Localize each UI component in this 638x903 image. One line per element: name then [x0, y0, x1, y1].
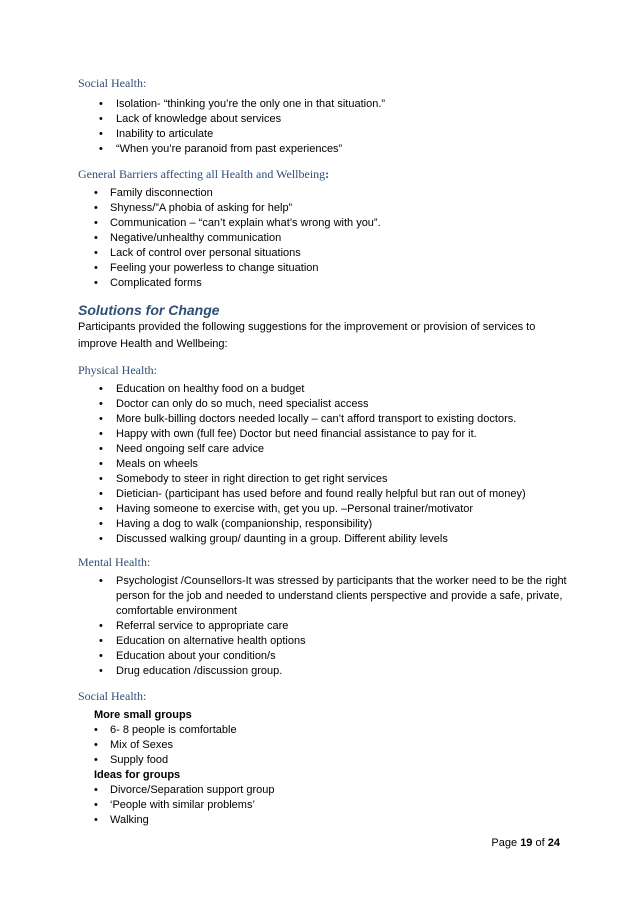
bullet-icon: • [99, 443, 103, 455]
list-item: • Inability to articulate [99, 128, 214, 140]
bullet-icon: • [94, 814, 98, 826]
ideas-subheading: Ideas for groups [94, 769, 181, 781]
list-item: • Mix of Sexes [94, 739, 173, 751]
bullet-icon: • [99, 383, 103, 395]
page-total: 24 [547, 837, 560, 849]
document-page [78, 76, 568, 828]
list-item: • Negative/unhealthy communication [94, 232, 282, 244]
bullet-icon: • [94, 217, 98, 229]
bullet-icon: • [99, 143, 103, 155]
list-item: • Divorce/Separation support group [94, 784, 275, 796]
barriers-heading: General Barriers affecting all Health and Wellbeing: [78, 167, 330, 181]
bullet-icon: • [99, 620, 103, 632]
list-item: • Shyness/”A phobia of asking for help” [94, 202, 293, 214]
list-item: • Psychologist /Counsellors-It was stressed by participants that the worker need to be the right person for the job and needed to understand clients perspective and provide a safe, private, comfortable environment [99, 575, 567, 617]
social-health-list [78, 97, 568, 157]
bullet-icon: • [94, 784, 98, 796]
bullet-icon: • [94, 202, 98, 214]
list-item: • Drug education /discussion group. [99, 665, 283, 677]
list-item: • Happy with own (full fee) Doctor but need financial assistance to pay for it. [99, 428, 477, 440]
bullet-icon: • [94, 232, 98, 244]
solutions-heading: Solutions for Change [78, 302, 220, 318]
bullet-icon: • [99, 413, 103, 425]
bullet-icon: • [99, 473, 103, 485]
social-health-heading-2: Social Health: [78, 689, 147, 703]
bullet-icon: • [99, 650, 103, 662]
bullet-icon: • [99, 575, 103, 587]
list-item: • Education on healthy food on a budget [99, 383, 305, 395]
list-item: • Communication – “can’t explain what’s wrong with you”. [94, 217, 381, 229]
bullet-icon: • [99, 398, 103, 410]
list-item: • Doctor can only do so much, need specialist access [99, 398, 369, 410]
bullet-icon: • [94, 262, 98, 274]
bullet-icon: • [94, 799, 98, 811]
bullet-icon: • [99, 503, 103, 515]
bullet-icon: • [94, 739, 98, 751]
bullet-icon: • [99, 488, 103, 500]
list-item: • ‘People with similar problems’ [94, 799, 255, 811]
barriers-list [78, 186, 568, 291]
bullet-icon: • [94, 247, 98, 259]
list-item: • Lack of control over personal situations [94, 247, 301, 259]
bullet-icon: • [94, 754, 98, 766]
list-item: • Education on alternative health options [99, 635, 306, 647]
ideas-list [78, 783, 568, 828]
bullet-icon: • [94, 277, 98, 289]
list-item: • Somebody to steer in right direction to get right services [99, 473, 388, 485]
mental-health-list [78, 574, 568, 679]
list-item: • 6- 8 people is comfortable [94, 724, 237, 736]
list-item: • Family disconnection [94, 187, 213, 199]
list-item: • Isolation- “thinking you’re the only one in that situation.” [99, 98, 386, 110]
page-footer: Page 19 of 24 [491, 837, 560, 849]
solutions-intro: Participants provided the following suggestions for the improvement or provision of services to improve Health and Wellbeing: [78, 321, 536, 350]
list-item: • Having someone to exercise with, get you up. –Personal trainer/motivator [99, 503, 474, 515]
list-item: • Discussed walking group/ daunting in a group. Different ability levels [99, 533, 448, 545]
bullet-icon: • [99, 428, 103, 440]
bullet-icon: • [99, 98, 103, 110]
list-item: • Supply food [94, 754, 169, 766]
physical-health-list [78, 382, 568, 547]
list-item: • Feeling your powerless to change situation [94, 262, 319, 274]
list-item: • Dietician- (participant has used before and found really helpful but ran out of money) [99, 488, 526, 500]
bullet-icon: • [99, 518, 103, 530]
list-item: • Education about your condition/s [99, 650, 276, 662]
list-item: • Meals on wheels [99, 458, 198, 470]
bullet-icon: • [94, 187, 98, 199]
bullet-icon: • [99, 128, 103, 140]
list-item: • Lack of knowledge about services [99, 113, 282, 125]
list-item: • Walking [94, 814, 149, 826]
list-item: • Having a dog to walk (companionship, responsibility) [99, 518, 373, 530]
mental-health-heading: Mental Health: [78, 555, 151, 569]
bullet-icon: • [99, 533, 103, 545]
physical-health-heading: Physical Health: [78, 363, 157, 377]
list-item: • Need ongoing self care advice [99, 443, 264, 455]
social-health-heading: Social Health: [78, 76, 147, 90]
bullet-icon: • [99, 665, 103, 677]
list-item: • Complicated forms [94, 277, 202, 289]
bullet-icon: • [94, 724, 98, 736]
list-item: • More bulk-billing doctors needed locally – can’t afford transport to existing doctors. [99, 413, 517, 425]
list-item: • Referral service to appropriate care [99, 620, 289, 632]
bullet-icon: • [99, 113, 103, 125]
bullet-icon: • [99, 635, 103, 647]
small-groups-subheading: More small groups [94, 709, 192, 721]
list-item: • “When you’re paranoid from past experiences” [99, 143, 343, 155]
bullet-icon: • [99, 458, 103, 470]
page-number: 19 [520, 837, 533, 849]
small-groups-list [78, 723, 568, 768]
